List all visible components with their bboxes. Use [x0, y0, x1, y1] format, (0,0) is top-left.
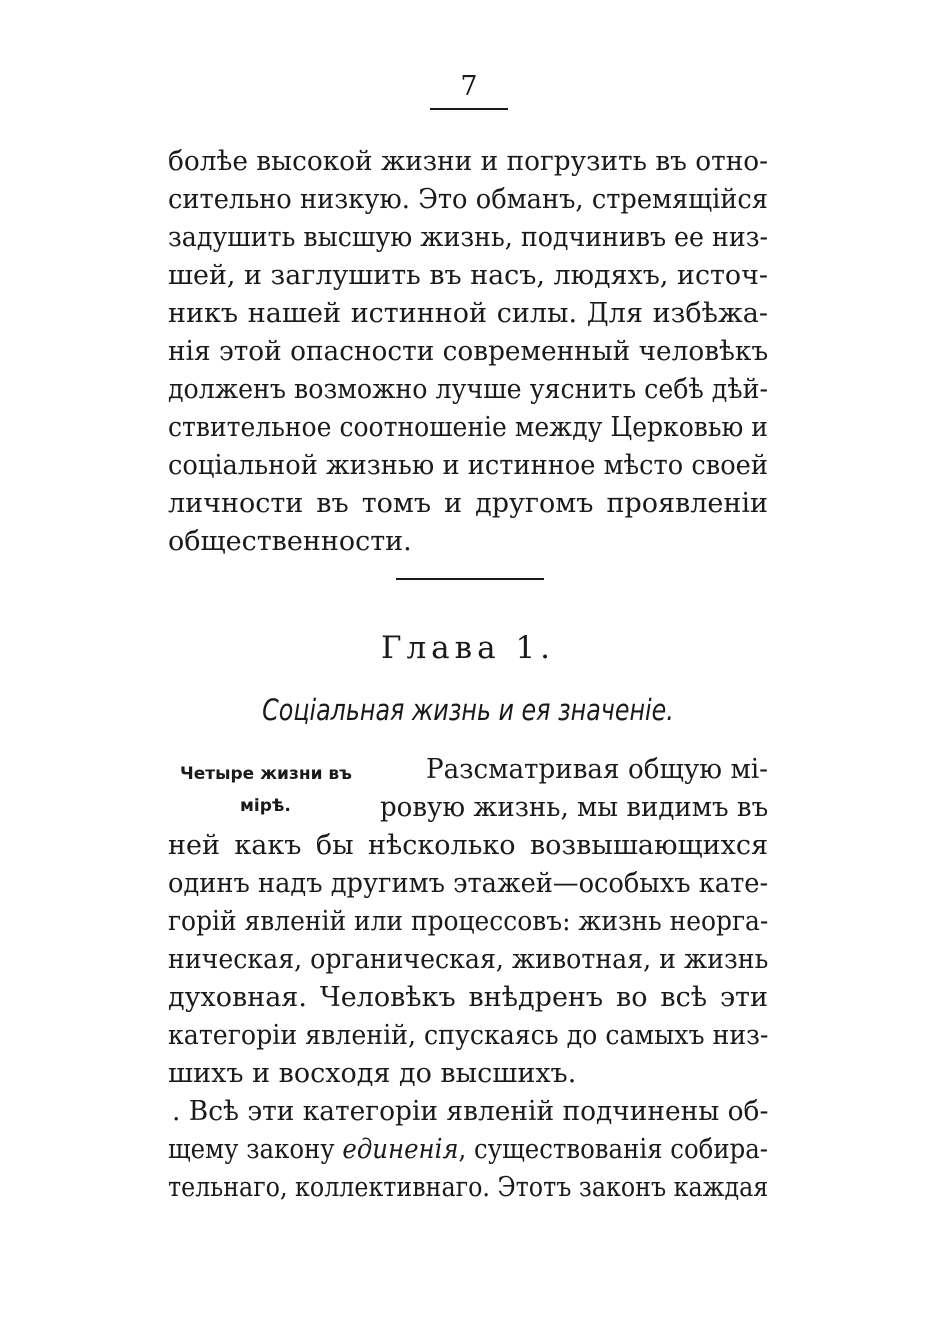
text-fragment: , существованія собира- [458, 1134, 768, 1165]
text-line: тельнаго, коллективнаго. Этотъ законъ каждая [168, 1172, 769, 1203]
text-line: ровую жизнь, мы видимъ въ [380, 792, 769, 823]
text-line: личности въ томъ и другомъ проявленіи [168, 488, 768, 519]
text-line: ней какъ бы нѣсколько возвышающихся [168, 830, 768, 861]
text-line: шей, и заглушить въ насъ, людяхъ, источ- [168, 260, 768, 291]
text-line: общественности. [168, 526, 412, 557]
page-number: 7 [460, 71, 478, 102]
text-line: ническая, органическая, животная, и жизнь [168, 944, 769, 975]
text-line: долженъ возможно лучше уяснить себѣ дѣй- [168, 374, 768, 405]
chapter-title: Глава 1. [380, 630, 556, 666]
text-line: шихъ и восходя до высшихъ. [168, 1058, 577, 1089]
text-line: соціальной жизнью и истинное мѣсто своей [168, 450, 768, 481]
page-number-rule [430, 108, 508, 110]
chapter-subtitle: Соціальная жизнь и ея значеніе. [262, 693, 674, 727]
text-line: категоріи явленій, спускаясь до самыхъ низ- [168, 1020, 769, 1051]
text-line: задушить высшую жизнь, подчинивъ ее низ- [168, 222, 769, 253]
margin-note-line: мірѣ. [240, 796, 291, 816]
text-line: Разсматривая общую мі- [426, 754, 768, 785]
text-line: болѣе высокой жизни и погрузить въ отно- [168, 146, 769, 177]
text-line: никъ нашей истинной силы. Для избѣжа- [168, 298, 768, 329]
text-line: горій явленій или процессовъ: жизнь неорга- [168, 906, 769, 937]
text-line-with-emphasis [168, 1135, 768, 1165]
margin-note-line: Четыре жизни въ [180, 764, 352, 784]
text-line: духовная. Человѣкъ внѣдренъ во всѣ эти [168, 982, 768, 1013]
emphasized-word: единенія [342, 1134, 459, 1165]
text-line: нія этой опасности современный человѣкъ [168, 336, 769, 367]
text-line: сительно низкую. Это обманъ, стремящійся [168, 184, 768, 215]
text-line: . Всѣ эти категоріи явленій подчинены об- [172, 1096, 769, 1127]
text-line: одинъ надъ другимъ этажей—особыхъ кате- [168, 868, 769, 899]
text-line: ствительное соотношеніе между Церковью и [168, 412, 768, 443]
text-fragment: щему закону [168, 1134, 343, 1165]
section-divider [396, 578, 544, 580]
